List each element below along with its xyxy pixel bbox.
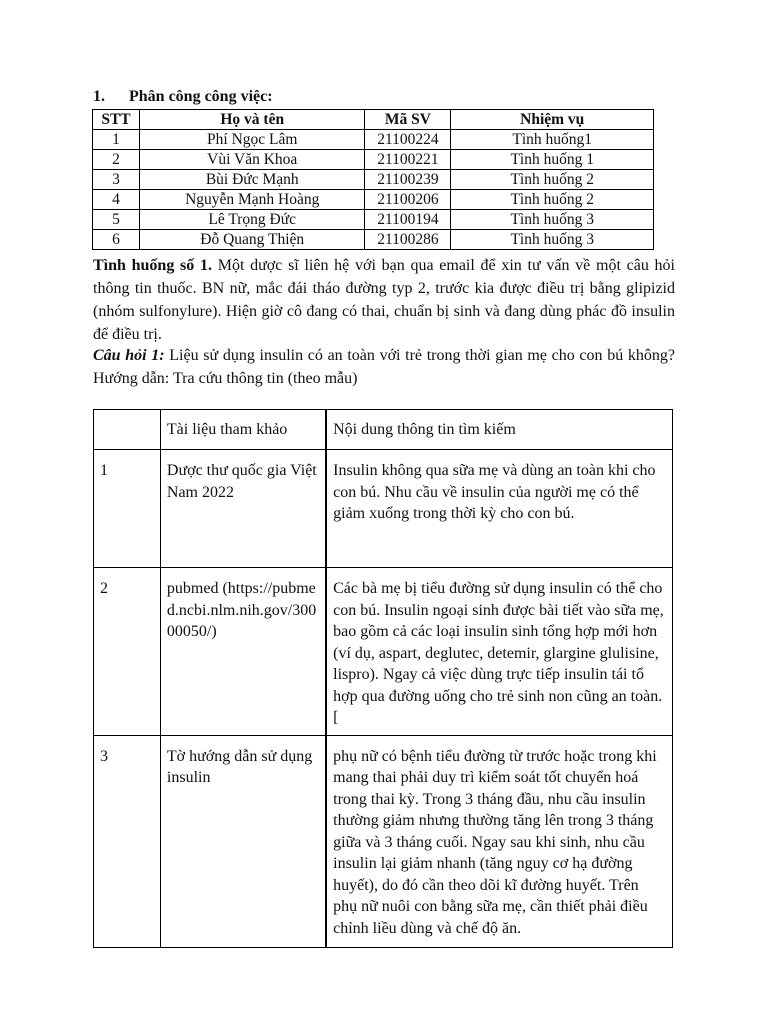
question-paragraph <box>93 344 675 390</box>
question-label: Câu hỏi 1: <box>93 347 165 364</box>
cell-name: Bùi Đức Mạnh <box>139 170 365 190</box>
table-row <box>93 210 654 230</box>
header-content: Nội dung thông tin tìm kiếm <box>326 410 672 450</box>
cell-stt: 4 <box>93 190 140 210</box>
section-title: Phân công công việc: <box>129 88 273 105</box>
question-text: Liệu sử dụng insulin có an toàn với trẻ trong thời gian mẹ cho con bú không? Hướng dẫn: Tra cứu thông tin (theo mẫu) <box>93 347 675 387</box>
cell-source: Dược thư quốc gia Việt Nam 2022 <box>160 450 326 568</box>
cell-name: Đỗ Quang Thiện <box>139 230 365 250</box>
cell-name: Lê Trọng Đức <box>139 210 365 230</box>
cell-index: 1 <box>94 450 161 568</box>
header-stt: STT <box>93 110 140 130</box>
cell-stt: 1 <box>93 130 140 150</box>
header-student-id: Mã SV <box>365 110 451 130</box>
case-text: Một dược sĩ liên hệ với bạn qua email để xin tư vấn về một câu hỏi thông tin thuốc. BN nữ, mắc đái tháo đường typ 2, trước kia được điều trị bằng glipizid (nhóm sulfonylure). Hiện giờ cô đang có thai, chuẩn bị sinh và đang dùng phác đồ insulin để điều trị. <box>93 257 675 343</box>
cell-source: pubmed (https://pubmed.ncbi.nlm.nih.gov/30000050/) <box>160 568 326 736</box>
reference-header-row <box>94 410 673 450</box>
header-source: Tài liệu tham khảo <box>160 410 326 450</box>
cell-stt: 5 <box>93 210 140 230</box>
cell-source: Tờ hướng dẫn sử dụng insulin <box>160 735 326 947</box>
cell-task: Tình huống 1 <box>451 150 654 170</box>
cell-index: 3 <box>94 735 161 947</box>
table-row <box>94 450 673 568</box>
cell-student-id: 21100221 <box>365 150 451 170</box>
cell-task: Tình huống 2 <box>451 170 654 190</box>
header-index <box>94 410 161 450</box>
section-number: 1. <box>93 88 105 105</box>
cell-task: Tình huống 2 <box>451 190 654 210</box>
cell-task: Tình huống1 <box>451 130 654 150</box>
cell-name: Phí Ngọc Lâm <box>139 130 365 150</box>
table-row <box>94 735 673 947</box>
assignment-header-row <box>93 110 654 130</box>
cell-student-id: 21100286 <box>365 230 451 250</box>
cell-stt: 6 <box>93 230 140 250</box>
table-row <box>93 130 654 150</box>
cell-student-id: 21100206 <box>365 190 451 210</box>
cell-student-id: 21100239 <box>365 170 451 190</box>
cell-content: Các bà mẹ bị tiểu đường sử dụng insulin có thể cho con bú. Insulin ngoại sinh được bài tiết vào sữa mẹ, bao gồm cả các loại insulin sinh tổng hợp mới hơn (ví dụ, aspart, deglutec, detemir, glargine glulisine, lispro). Ngay cả việc dùng trực tiếp insulin tái tổ hợp qua đường uống cho trẻ sinh non cũng an toàn.[ <box>326 568 672 736</box>
section-heading <box>93 88 273 106</box>
reference-table <box>93 409 673 948</box>
assignment-table <box>92 109 654 250</box>
table-row <box>93 230 654 250</box>
cell-stt: 2 <box>93 150 140 170</box>
case-paragraph <box>93 254 675 346</box>
table-row <box>93 170 654 190</box>
cell-content: Insulin không qua sữa mẹ và dùng an toàn khi cho con bú. Nhu cầu về insulin của người mẹ có thể giảm xuống trong thời kỳ cho con bú. <box>326 450 672 568</box>
cell-student-id: 21100224 <box>365 130 451 150</box>
case-label: Tình huống số 1. <box>93 257 212 274</box>
cell-name: Vùi Văn Khoa <box>139 150 365 170</box>
cell-name: Nguyễn Mạnh Hoàng <box>139 190 365 210</box>
cell-student-id: 21100194 <box>365 210 451 230</box>
cell-task: Tình huống 3 <box>451 210 654 230</box>
cell-stt: 3 <box>93 170 140 190</box>
header-task: Nhiệm vụ <box>451 110 654 130</box>
table-row <box>93 150 654 170</box>
table-row <box>93 190 654 210</box>
cell-index: 2 <box>94 568 161 736</box>
cell-task: Tình huống 3 <box>451 230 654 250</box>
table-row <box>94 568 673 736</box>
cell-content: phụ nữ có bệnh tiểu đường từ trước hoặc trong khi mang thai phải duy trì kiểm soát tốt chuyển hoá trong thai kỳ. Trong 3 tháng đầu, nhu cầu insulin thường giảm nhưng thường tăng lên trong 3 tháng giữa và 3 tháng cuối. Ngay sau khi sinh, nhu cầu insulin lại giảm nhanh (tăng nguy cơ hạ đường huyết), do đó cần theo dõi kĩ đường huyết. Trên phụ nữ nuôi con bằng sữa mẹ, cần thiết phải điều chỉnh liều dùng và chế độ ăn. <box>326 735 672 947</box>
header-name: Họ và tên <box>139 110 365 130</box>
